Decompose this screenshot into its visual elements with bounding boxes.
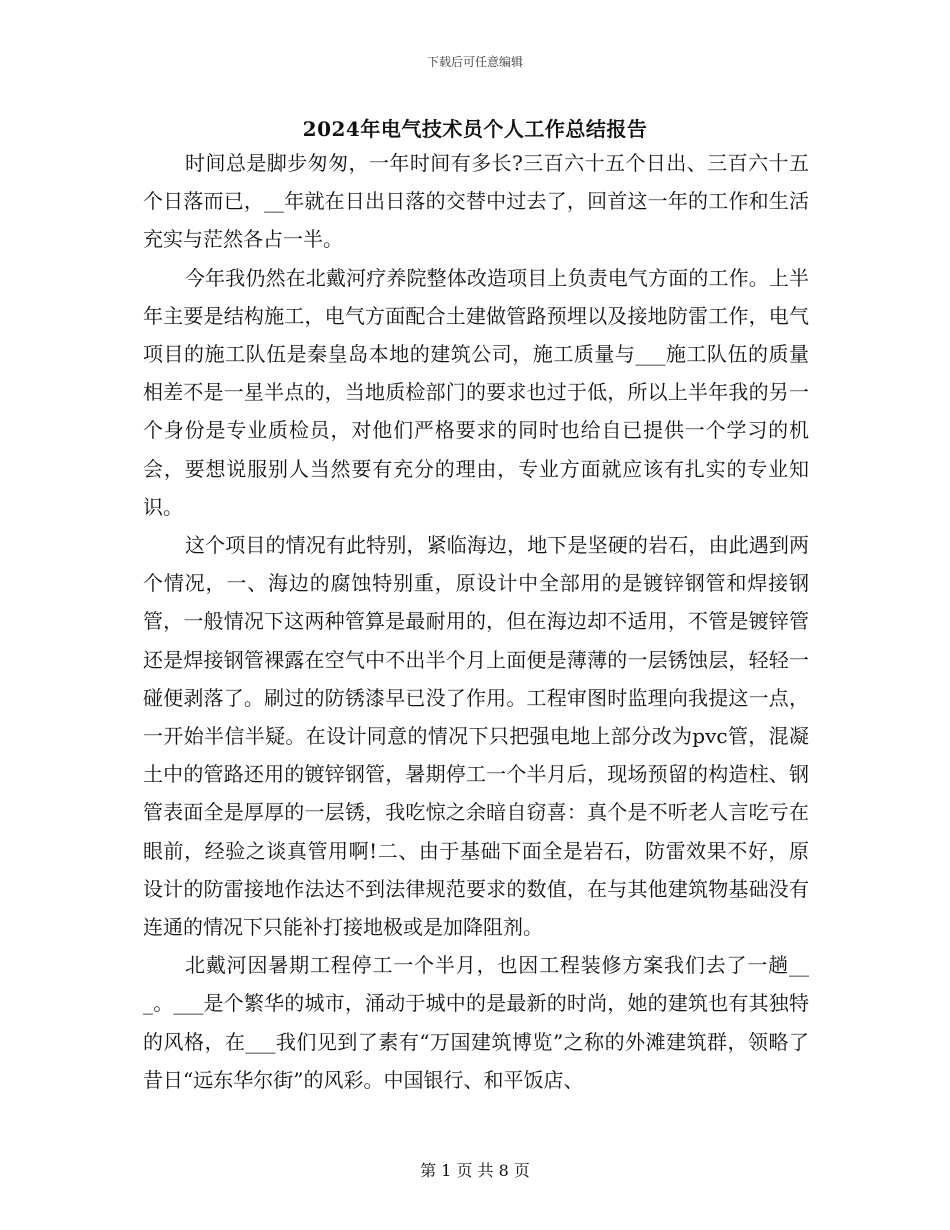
document-title: 2024年电气技术员个人工作总结报告 — [302, 117, 648, 141]
paragraph-4: 北戴河因暑期工程停工一个半月，也因工程装修方案我们去了一趟___。___是个繁华的城市，涌动于城中的是最新的时尚，她的建筑也有其独特的风格，在___我们见到了素有“万国建筑博览”之称的外滩建筑群，领略了昔日“远东华尔街”的风彩。中国银行、和平饭店、 — [143, 953, 809, 1092]
page-number: 第 1 页 共 8 页 — [420, 1161, 530, 1180]
paragraph-2: 今年我仍然在北戴河疗养院整体改造项目上负责电气方面的工作。上半年主要是结构施工，电气方面配合土建做管路预埋以及接地防雷工作，电气项目的施工队伍是秦皇岛本地的建筑公司，施工质量与___施工队伍的质量相差不是一星半点的，当地质检部门的要求也过于低，所以上半年我的另一个身份是专业质检员，对他们严格要求的同时也给自已提供一个学习的机会，要想说服别人当然要有充分的理由，专业方面就应该有扎实的专业知识。 — [143, 265, 809, 519]
page-header-note: 下载后可任意编辑 — [426, 55, 523, 69]
paragraph-1: 时间总是脚步匆匆，一年时间有多长?三百六十五个日出、三百六十五个日落而已，__年就在日出日落的交替中过去了，回首这一年的工作和生活充实与茫然各占一半。 — [143, 151, 809, 252]
document-body — [143, 144, 809, 1099]
paragraph-3: 这个项目的情况有此特别，紧临海边，地下是坚硬的岩石，由此遇到两个情况，一、海边的腐蚀特别重，原设计中全部用的是镀锌钢管和焊接钢管，一般情况下这两种管算是最耐用的，但在海边却不适用，不管是镀锌管还是焊接钢管裸露在空气中不出半个月上面便是薄薄的一层锈蚀层，轻轻一碰便剥落了。刷过的防锈漆早已没了作用。工程审图时监理向我提这一点，一开始半信半疑。在设计同意的情况下只把强电地上部分改为pvc管，混凝土中的管路还用的镀锌钢管，暑期停工一个半月后，现场预留的构造柱、钢管表面全是厚厚的一层锈，我吃惊之余暗自窃喜：真个是不听老人言吃亏在眼前，经验之谈真管用啊!二、由于基础下面全是岩石，防雷效果不好，原设计的防雷接地作法达不到法律规范要求的数值，在与其他建筑物基础没有连通的情况下只能补打接地极或是加降阻剂。 — [143, 533, 809, 940]
